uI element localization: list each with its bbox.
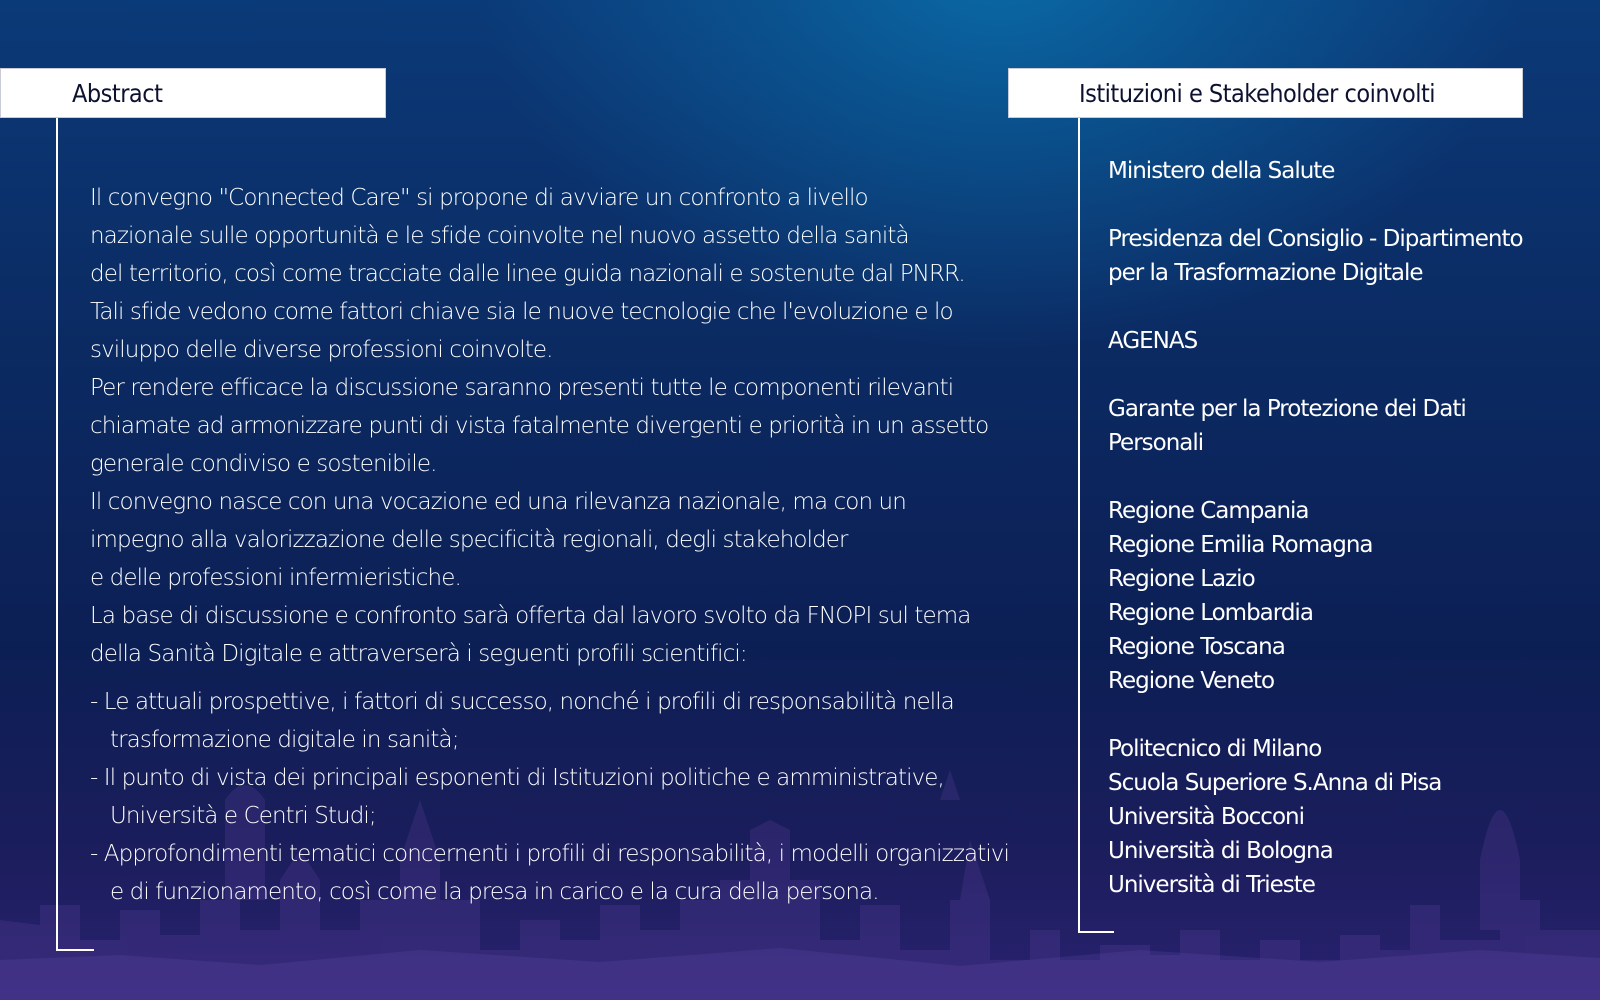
abstract-line: La base di discussione e confronto sarà offerta dal lavoro svolto da FNOPI sul tema: [90, 603, 971, 629]
stakeholder-entry: Regione Lombardia: [1108, 600, 1313, 626]
stakeholder-spacer: [1108, 460, 1588, 494]
abstract-line: generale condiviso e sostenibile.: [90, 451, 437, 477]
stakeholder-entry: Regione Campania: [1108, 498, 1309, 524]
abstract-line: e delle professioni infermieristiche.: [90, 565, 461, 591]
abstract-line: del territorio, così come tracciate dalle linee guida nazionali e sostenute dal PNRR.: [90, 261, 965, 287]
stakeholder-spacer: [1108, 358, 1588, 392]
stakeholder-entry: Ministero della Salute: [1108, 158, 1335, 184]
stakeholder-spacer: [1108, 290, 1588, 324]
abstract-line: Il convegno nasce con una vocazione ed una rilevanza nazionale, ma con un: [90, 489, 906, 515]
stakeholders-header: [1008, 68, 1523, 118]
abstract-bullet-item: - Il punto di vista dei principali esponenti di Istituzioni politiche e amministrative,: [90, 765, 944, 791]
abstract-body: [90, 179, 1050, 911]
stakeholder-entry: Regione Veneto: [1108, 668, 1275, 694]
abstract-title: Abstract: [72, 79, 163, 108]
stakeholder-spacer: [1108, 698, 1588, 732]
abstract-bullet-continuation: trasformazione digitale in sanità;: [110, 727, 459, 753]
stakeholder-entry: Presidenza del Consiglio - Dipartimento: [1108, 226, 1523, 252]
stakeholders-list: [1108, 154, 1588, 902]
stakeholder-entry: Regione Emilia Romagna: [1108, 532, 1373, 558]
stakeholder-entry: AGENAS: [1108, 328, 1198, 354]
abstract-header: [0, 68, 386, 118]
stakeholder-entry: Università di Bologna: [1108, 838, 1333, 864]
abstract-line: Tali sfide vedono come fattori chiave sia le nuove tecnologie che l'evoluzione e lo: [90, 299, 953, 325]
stakeholder-entry: Università di Trieste: [1108, 872, 1315, 898]
abstract-line: Il convegno "Connected Care" si propone di avviare un confronto a livello: [90, 185, 868, 211]
stakeholders-title: Istituzioni e Stakeholder coinvolti: [1079, 79, 1436, 108]
stakeholder-entry: Scuola Superiore S.Anna di Pisa: [1108, 770, 1442, 796]
stakeholder-entry: Garante per la Protezione dei Dati: [1108, 396, 1466, 422]
stakeholder-entry: Regione Lazio: [1108, 566, 1255, 592]
abstract-bullet-item: - Le attuali prospettive, i fattori di successo, nonché i profili di responsabilità nella: [90, 689, 954, 715]
abstract-line: impegno alla valorizzazione delle specificità regionali, degli stakeholder: [90, 527, 848, 553]
stakeholder-entry: Regione Toscana: [1108, 634, 1285, 660]
abstract-paragraph: [90, 179, 1050, 673]
abstract-line: sviluppo delle diverse professioni coinvolte.: [90, 337, 553, 363]
stakeholder-entry: per la Trasformazione Digitale: [1108, 260, 1423, 286]
abstract-bullet-item: - Approfondimenti tematici concernenti i profili di responsabilità, i modelli organizzativi: [90, 841, 1010, 867]
stakeholder-entry: Politecnico di Milano: [1108, 736, 1322, 762]
abstract-line: Per rendere efficace la discussione saranno presenti tutte le componenti rilevanti: [90, 375, 954, 401]
abstract-line: chiamate ad armonizzare punti di vista fatalmente divergenti e priorità in un assetto: [90, 413, 989, 439]
abstract-bracket-line: [56, 118, 94, 951]
stakeholder-spacer: [1108, 188, 1588, 222]
stakeholder-entry: Università Bocconi: [1108, 804, 1304, 830]
abstract-bullet-list: [90, 683, 1050, 911]
abstract-bullet-continuation: Università e Centri Studi;: [110, 803, 376, 829]
abstract-line: nazionale sulle opportunità e le sfide coinvolte nel nuovo assetto della sanità: [90, 223, 909, 249]
abstract-bullet-continuation: e di funzionamento, così come la presa in carico e la cura della persona.: [110, 879, 879, 905]
abstract-line: della Sanità Digitale e attraverserà i seguenti profili scientifici:: [90, 641, 747, 667]
stakeholder-entry: Personali: [1108, 430, 1204, 456]
